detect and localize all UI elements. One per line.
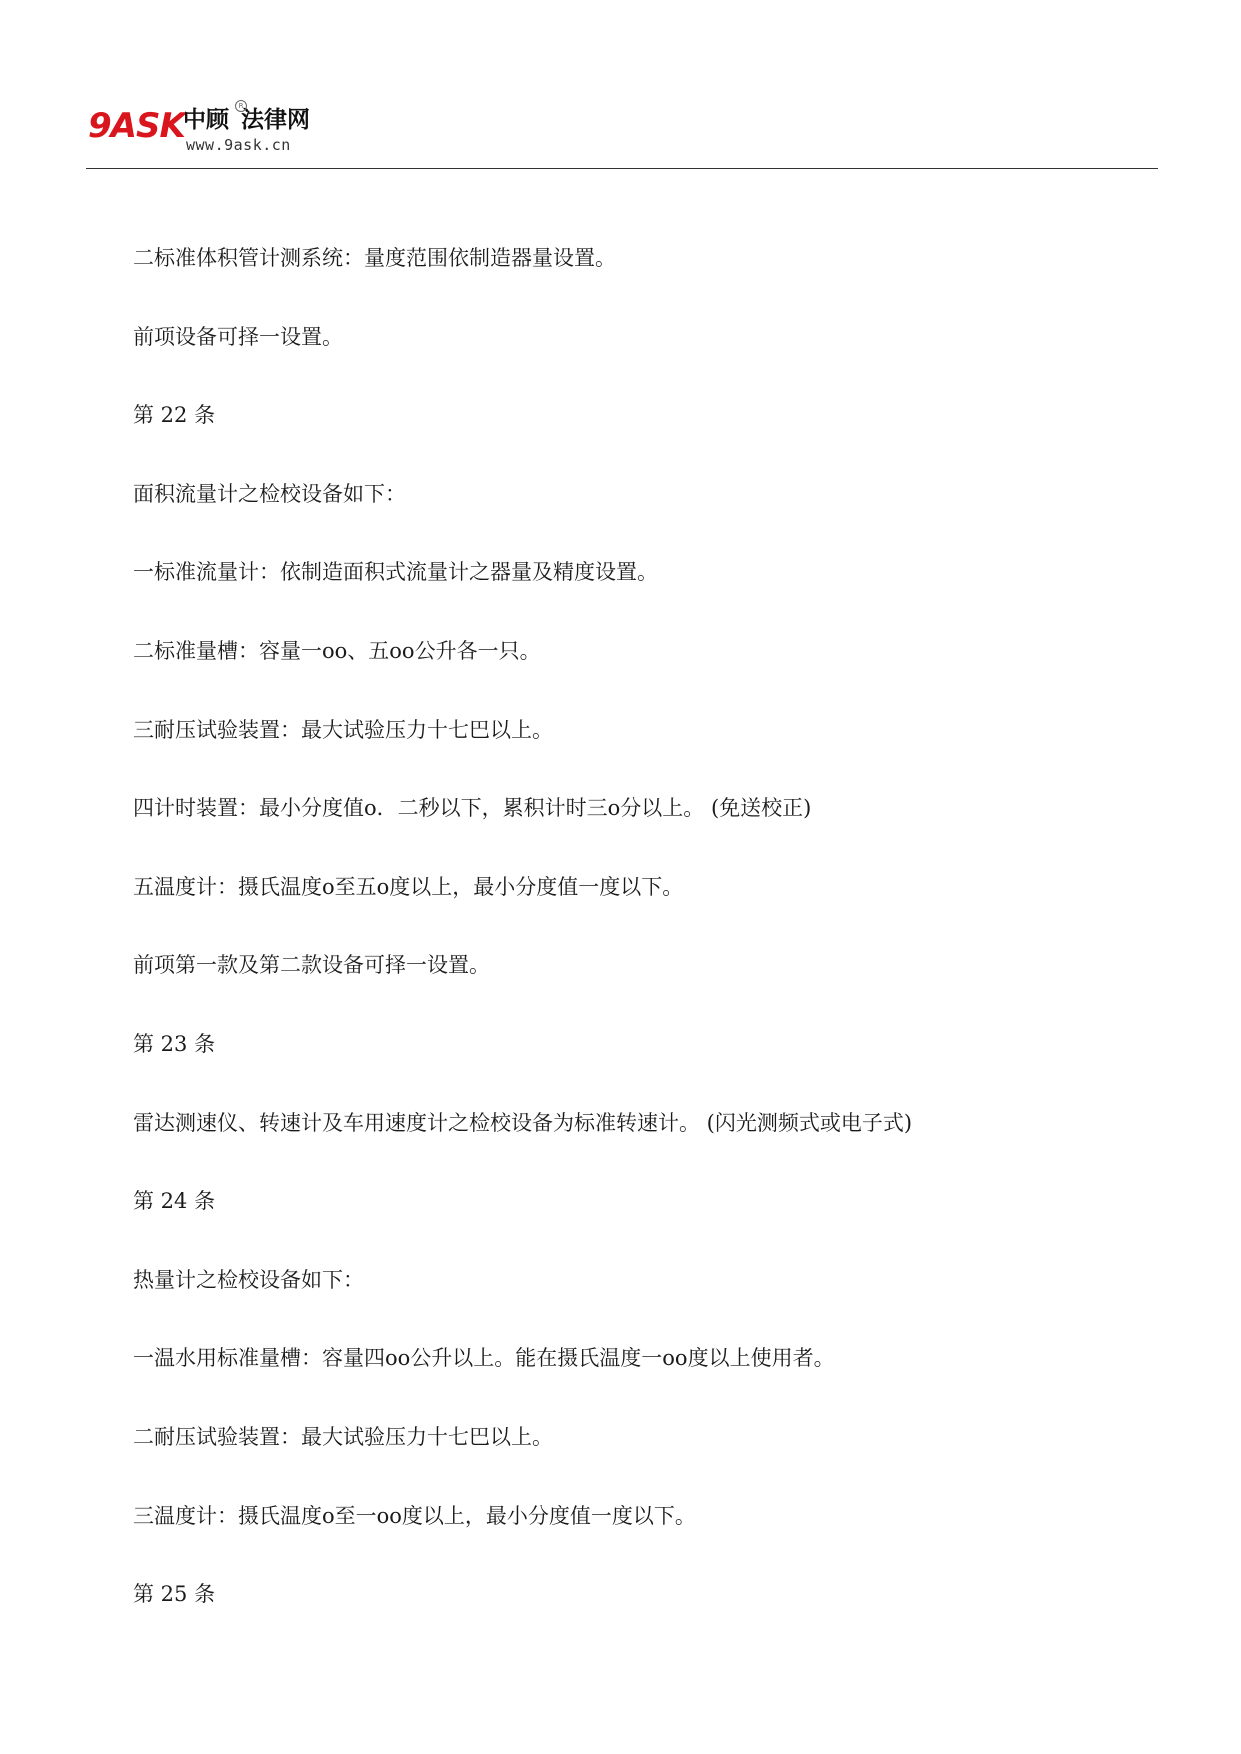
- logo-mark: 9ASK: [88, 106, 185, 146]
- paragraph: 五温度计：摄氏温度o至五o度以上，最小分度值一度以下。: [133, 874, 684, 899]
- logo-name-left: 中顾: [183, 107, 229, 133]
- paragraph: 一标准流量计：依制造面积式流量计之器量及精度设置。: [133, 560, 658, 585]
- paragraph: 雷达测速仪、转速计及车用速度计之检校设备为标准转速计。 (闪光测频式或电子式): [133, 1110, 913, 1135]
- logo-name: [183, 106, 310, 134]
- paragraph: 一温水用标准量槽：容量四oo公升以上。能在摄氏温度一oo度以上使用者。: [133, 1346, 835, 1371]
- site-logo: [88, 100, 328, 160]
- paragraph: 三温度计：摄氏温度o至一oo度以上，最小分度值一度以下。: [133, 1503, 696, 1528]
- paragraph: 面积流量计之检校设备如下：: [133, 481, 406, 506]
- paragraph: 二标准体积管计测系统：量度范围依制造器量设置。: [133, 246, 616, 270]
- header-divider: [86, 168, 1158, 169]
- paragraph: 前项设备可择一设置。: [133, 324, 343, 349]
- article-heading: 第 25 条: [133, 1582, 216, 1607]
- paragraph: 二标准量槽：容量一oo、五oo公升各一只。: [133, 638, 541, 663]
- paragraph: 热量计之检校设备如下：: [133, 1267, 364, 1292]
- logo-name-right: 法律网: [241, 107, 310, 133]
- paragraph: 二耐压试验装置：最大试验压力十七巴以上。: [133, 1424, 553, 1449]
- article-heading: 第 22 条: [133, 403, 216, 428]
- paragraph: 三耐压试验装置：最大试验压力十七巴以上。: [133, 717, 553, 742]
- article-heading: 第 23 条: [133, 1031, 216, 1056]
- article-heading: 第 24 条: [133, 1189, 216, 1214]
- paragraph: 四计时装置：最小分度值o．二秒以下，累积计时三o分以上。 (免送校正): [133, 796, 812, 821]
- paragraph: 前项第一款及第二款设备可择一设置。: [133, 953, 490, 978]
- page-header: [0, 0, 1241, 170]
- registered-mark-icon: R: [235, 100, 247, 112]
- document-body: [133, 243, 1153, 1658]
- logo-url: www.9ask.cn: [186, 136, 291, 154]
